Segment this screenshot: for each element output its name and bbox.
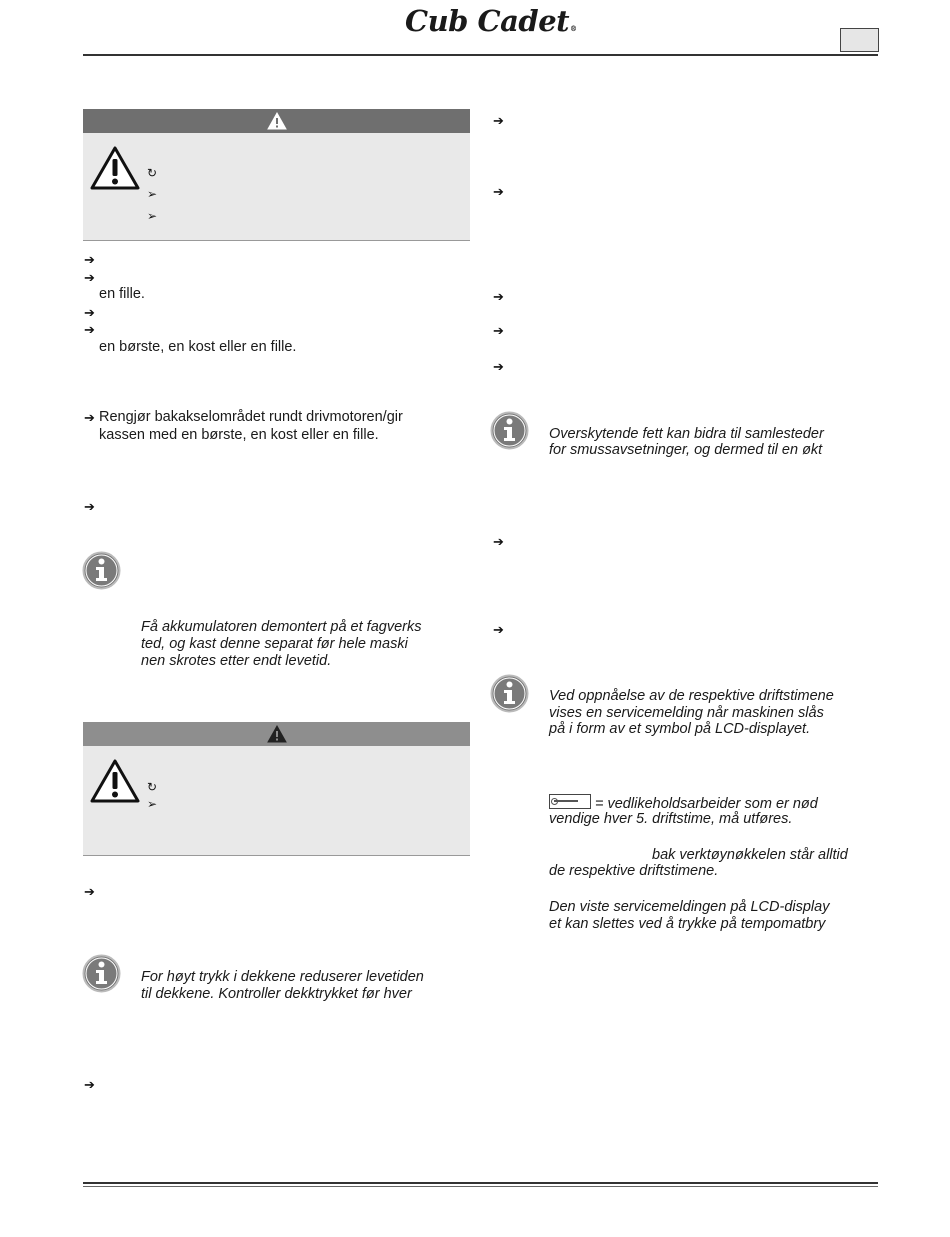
brand-name: Cub Cadet (405, 4, 570, 38)
bullet-arrow: ➔ (493, 289, 504, 304)
text-bak-2: de respektive driftstimene. (549, 863, 719, 879)
text-drift-3: på i form av et symbol på LCD-displayet. (549, 721, 811, 737)
text-akku-3: nen skrotes etter endt levetid. (141, 653, 332, 669)
pointer-symbol-1: ➢ (147, 187, 158, 201)
page-number-box (840, 28, 879, 52)
bullet-arrow: ➔ (84, 322, 95, 337)
reload-symbol-1: ↻ (147, 166, 158, 180)
text-akku-2: ted, og kast denne separat før hele maski (141, 636, 408, 652)
warning-header-1 (83, 109, 470, 133)
brand-logo (405, 4, 577, 38)
bullet-arrow: ➔ (493, 534, 504, 549)
pointer-symbol-2: ➢ (147, 209, 158, 223)
footer-rule-thin (83, 1186, 878, 1187)
text-line-borste: en børste, en kost eller en fille. (99, 339, 297, 355)
bullet-arrow: ➔ (84, 305, 95, 320)
text-wrench-1: = vedlikeholdsarbeider som er nød (595, 796, 818, 812)
text-akku-1: Få akkumulatoren demontert på et fagverks (141, 619, 422, 635)
text-line-fille: en fille. (99, 286, 145, 302)
wrench-icon (549, 794, 591, 809)
text-lcd-1: Den viste servicemeldingen på LCD-display (549, 899, 830, 915)
warning-header-2 (83, 722, 470, 746)
trademark: ® (570, 24, 577, 33)
text-lcd-2: et kan slettes ved å trykke på tempomatbry (549, 916, 826, 932)
warning-triangle-icon (89, 145, 141, 191)
text-bakaksel-2: kassen med en børste, en kost eller en fille. (99, 427, 379, 443)
text-wrench-2: vendige hver 5. driftstime, må utføres. (549, 811, 793, 827)
warning-triangle-icon (89, 758, 141, 804)
warning-body-2 (83, 746, 470, 856)
warning-small-icon (267, 725, 287, 743)
text-fett-1: Overskytende fett kan bidra til samlesteder (549, 426, 824, 442)
bullet-arrow: ➔ (84, 499, 95, 514)
warning-small-icon (267, 112, 287, 130)
bullet-arrow: ➔ (493, 184, 504, 199)
header-rule (83, 54, 878, 56)
pointer-symbol-3: ➢ (147, 797, 158, 811)
text-trykk-1: For høyt trykk i dekkene reduserer levetiden (141, 969, 424, 985)
footer-rule (83, 1182, 878, 1184)
bullet-arrow: ➔ (493, 113, 504, 128)
bullet-arrow: ➔ (493, 622, 504, 637)
bullet-arrow: ➔ (84, 270, 95, 285)
bullet-arrow: ➔ (84, 884, 95, 899)
info-icon (490, 674, 529, 713)
bullet-arrow: ➔ (84, 410, 95, 425)
info-icon (490, 411, 529, 450)
bullet-arrow: ➔ (84, 252, 95, 267)
bullet-arrow: ➔ (493, 359, 504, 374)
text-bakaksel-1: Rengjør bakakselområdet rundt drivmotoren/gir (99, 409, 403, 425)
bullet-arrow: ➔ (493, 323, 504, 338)
info-icon (82, 954, 121, 993)
reload-symbol-2: ↻ (147, 780, 158, 794)
text-drift-2: vises en servicemelding når maskinen slås (549, 705, 824, 721)
text-bak-1: bak verktøynøkkelen står alltid (652, 847, 848, 863)
text-fett-2: for smussavsetninger, og dermed til en økt (549, 442, 823, 458)
text-trykk-2: til dekkene. Kontroller dekktrykket før hver (141, 986, 412, 1002)
bullet-arrow: ➔ (84, 1077, 95, 1092)
text-drift-1: Ved oppnåelse av de respektive driftstimene (549, 688, 834, 704)
warning-body-1 (83, 133, 470, 241)
info-icon (82, 551, 121, 590)
